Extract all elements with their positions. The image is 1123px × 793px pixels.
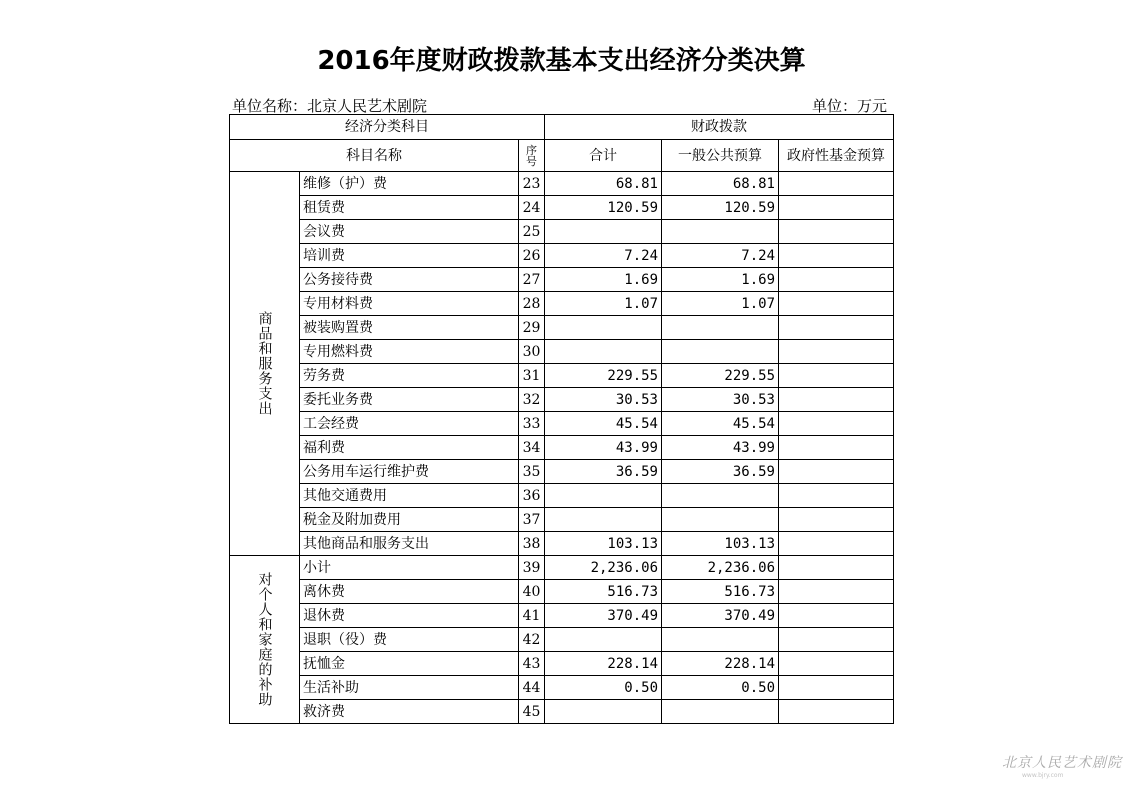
fund-budget-cell (779, 604, 894, 628)
subject-name-cell: 福利费 (300, 436, 519, 460)
general-budget-cell (662, 508, 779, 532)
general-budget-cell: 0.50 (662, 676, 779, 700)
fund-budget-cell (779, 700, 894, 724)
seq-cell: 42 (519, 628, 545, 652)
total-cell (545, 628, 662, 652)
subject-name-cell: 税金及附加费用 (300, 508, 519, 532)
subject-name-cell: 其他商品和服务支出 (300, 532, 519, 556)
seq-cell: 32 (519, 388, 545, 412)
seq-cell: 34 (519, 436, 545, 460)
general-budget-cell: 7.24 (662, 244, 779, 268)
general-budget-cell: 1.69 (662, 268, 779, 292)
signature-logo: 北京人民艺术剧院 (1002, 755, 1122, 771)
header-general-budget: 一般公共预算 (662, 140, 779, 172)
fund-budget-cell (779, 628, 894, 652)
subject-name-cell: 劳务费 (300, 364, 519, 388)
fund-budget-cell (779, 556, 894, 580)
seq-cell: 28 (519, 292, 545, 316)
subject-name-cell: 抚恤金 (300, 652, 519, 676)
general-budget-cell: 2,236.06 (662, 556, 779, 580)
subject-name-cell: 生活补助 (300, 676, 519, 700)
total-cell: 30.53 (545, 388, 662, 412)
general-budget-cell: 36.59 (662, 460, 779, 484)
fund-budget-cell (779, 268, 894, 292)
unit-name-label: 单位名称：北京人民艺术剧院 (232, 97, 428, 115)
fund-budget-cell (779, 292, 894, 316)
seq-cell: 36 (519, 484, 545, 508)
subject-name-cell: 租赁费 (300, 196, 519, 220)
header-subject-group: 经济分类科目 (230, 115, 545, 140)
seq-cell: 26 (519, 244, 545, 268)
subject-name-cell: 专用材料费 (300, 292, 519, 316)
seq-cell: 25 (519, 220, 545, 244)
general-budget-cell: 30.53 (662, 388, 779, 412)
subject-name-cell: 退职（役）费 (300, 628, 519, 652)
fund-budget-cell (779, 484, 894, 508)
table-row (230, 196, 894, 220)
fund-budget-cell (779, 172, 894, 196)
expenditure-table (229, 114, 894, 724)
table-row (230, 316, 894, 340)
table-row (230, 412, 894, 436)
table-row (230, 700, 894, 724)
total-cell: 103.13 (545, 532, 662, 556)
fund-budget-cell (779, 532, 894, 556)
total-cell: 36.59 (545, 460, 662, 484)
fund-budget-cell (779, 364, 894, 388)
fund-budget-cell (779, 652, 894, 676)
table-row (230, 628, 894, 652)
seq-cell: 27 (519, 268, 545, 292)
seq-cell: 38 (519, 532, 545, 556)
total-cell: 370.49 (545, 604, 662, 628)
total-cell: 229.55 (545, 364, 662, 388)
seq-cell: 35 (519, 460, 545, 484)
header-subject-name: 科目名称 (230, 140, 519, 172)
general-budget-cell (662, 628, 779, 652)
seq-cell: 24 (519, 196, 545, 220)
total-cell (545, 340, 662, 364)
table-row (230, 292, 894, 316)
general-budget-cell: 370.49 (662, 604, 779, 628)
subject-name-cell: 退休费 (300, 604, 519, 628)
fund-budget-cell (779, 388, 894, 412)
general-budget-cell (662, 316, 779, 340)
total-cell: 516.73 (545, 580, 662, 604)
seq-cell: 37 (519, 508, 545, 532)
total-cell: 0.50 (545, 676, 662, 700)
general-budget-cell (662, 484, 779, 508)
table-row (230, 340, 894, 364)
general-budget-cell (662, 340, 779, 364)
seq-cell: 31 (519, 364, 545, 388)
subject-name-cell: 离休费 (300, 580, 519, 604)
subject-name-cell: 培训费 (300, 244, 519, 268)
general-budget-cell (662, 220, 779, 244)
table-row (230, 364, 894, 388)
table-row (230, 244, 894, 268)
table-row (230, 532, 894, 556)
seq-cell: 44 (519, 676, 545, 700)
table-row (230, 484, 894, 508)
table-row (230, 652, 894, 676)
seq-cell: 45 (519, 700, 545, 724)
fund-budget-cell (779, 580, 894, 604)
general-budget-cell: 516.73 (662, 580, 779, 604)
total-cell: 120.59 (545, 196, 662, 220)
general-budget-cell: 68.81 (662, 172, 779, 196)
seq-cell: 30 (519, 340, 545, 364)
subject-name-cell: 其他交通费用 (300, 484, 519, 508)
total-cell (545, 220, 662, 244)
subject-name-cell: 公务接待费 (300, 268, 519, 292)
general-budget-cell: 120.59 (662, 196, 779, 220)
seq-cell: 40 (519, 580, 545, 604)
subject-name-cell: 会议费 (300, 220, 519, 244)
header-seq: 序号 (519, 140, 545, 172)
fund-budget-cell (779, 196, 894, 220)
seq-cell: 33 (519, 412, 545, 436)
general-budget-cell: 1.07 (662, 292, 779, 316)
subject-name-cell: 委托业务费 (300, 388, 519, 412)
fund-budget-cell (779, 316, 894, 340)
total-cell (545, 700, 662, 724)
subject-name-cell: 小计 (300, 556, 519, 580)
general-budget-cell: 45.54 (662, 412, 779, 436)
header-fund-budget: 政府性基金预算 (779, 140, 894, 172)
category-cell: 对个人和家庭的补助 (230, 556, 300, 724)
category-cell: 商品和服务支出 (230, 172, 300, 556)
signature-subtext: www.bjry.com (1022, 772, 1064, 779)
subject-name-cell: 专用燃料费 (300, 340, 519, 364)
fund-budget-cell (779, 676, 894, 700)
table-row (230, 580, 894, 604)
subject-name-cell: 公务用车运行维护费 (300, 460, 519, 484)
general-budget-cell: 103.13 (662, 532, 779, 556)
seq-cell: 23 (519, 172, 545, 196)
fund-budget-cell (779, 436, 894, 460)
report-title: 2016年度财政拨款基本支出经济分类决算 (317, 46, 806, 76)
table-row (230, 508, 894, 532)
fund-budget-cell (779, 244, 894, 268)
header-row-2 (230, 140, 894, 172)
general-budget-cell: 229.55 (662, 364, 779, 388)
fund-budget-cell (779, 508, 894, 532)
table-row (230, 556, 894, 580)
table-row (230, 220, 894, 244)
total-cell (545, 508, 662, 532)
table-row (230, 436, 894, 460)
table-row (230, 172, 894, 196)
subject-name-cell: 工会经费 (300, 412, 519, 436)
header-total: 合计 (545, 140, 662, 172)
total-cell (545, 484, 662, 508)
table-row (230, 268, 894, 292)
subject-name-cell: 维修（护）费 (300, 172, 519, 196)
seq-cell: 43 (519, 652, 545, 676)
total-cell: 2,236.06 (545, 556, 662, 580)
fund-budget-cell (779, 412, 894, 436)
table-row (230, 460, 894, 484)
total-cell: 1.07 (545, 292, 662, 316)
header-funding-group: 财政拨款 (545, 115, 894, 140)
subject-name-cell: 救济费 (300, 700, 519, 724)
general-budget-cell: 43.99 (662, 436, 779, 460)
subject-name-cell: 被装购置费 (300, 316, 519, 340)
total-cell: 45.54 (545, 412, 662, 436)
table-row (230, 676, 894, 700)
seq-cell: 29 (519, 316, 545, 340)
seq-cell: 41 (519, 604, 545, 628)
total-cell: 7.24 (545, 244, 662, 268)
total-cell: 43.99 (545, 436, 662, 460)
seq-cell: 39 (519, 556, 545, 580)
table-row (230, 388, 894, 412)
total-cell (545, 316, 662, 340)
header-row-1 (230, 115, 894, 140)
general-budget-cell: 228.14 (662, 652, 779, 676)
fund-budget-cell (779, 340, 894, 364)
fund-budget-cell (779, 460, 894, 484)
fund-budget-cell (779, 220, 894, 244)
total-cell: 228.14 (545, 652, 662, 676)
table-row (230, 604, 894, 628)
general-budget-cell (662, 700, 779, 724)
total-cell: 1.69 (545, 268, 662, 292)
currency-unit-label: 单位：万元 (812, 97, 888, 115)
total-cell: 68.81 (545, 172, 662, 196)
